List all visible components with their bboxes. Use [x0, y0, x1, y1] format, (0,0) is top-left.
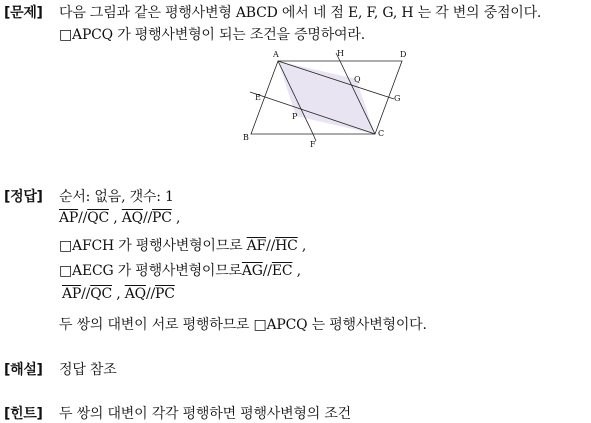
segment-pc: $\overline{PC}$: [155, 286, 175, 302]
segment-qc: $\overline{QC}$: [90, 286, 112, 302]
label-h: H: [337, 49, 344, 58]
parallel-symbol: //: [145, 286, 155, 302]
segment-ap: $\overline{AP}$: [59, 210, 79, 226]
statement-text: □AECG 가 평행사변형이므로: [59, 263, 242, 279]
problem-question: □APCQ 가 평행사변형이 되는 조건을 증명하여라.: [59, 27, 365, 43]
segment-pc: $\overline{PC}$: [152, 210, 172, 226]
hint-tag: [힌트]: [4, 406, 43, 422]
segment-ec: $\overline{EC}$: [271, 263, 293, 279]
label-g: G: [394, 94, 401, 103]
segment-ag: $\overline{AG}$: [241, 263, 263, 279]
label-f: F: [310, 140, 316, 149]
separator: ,: [292, 263, 301, 279]
answer-line-4: [59, 260, 301, 280]
explanation-tag: [해설]: [4, 362, 43, 378]
parallel-symbol: //: [81, 286, 91, 302]
segment-aq: $\overline{AQ}$: [121, 210, 143, 226]
answer-line-2: [59, 210, 180, 226]
label-b: B: [243, 133, 249, 142]
segment-qc: $\overline{QC}$: [87, 210, 109, 226]
answer-line-5: [62, 286, 175, 302]
separator: ,: [297, 238, 307, 254]
label-d: D: [400, 50, 407, 59]
label-e: E: [255, 93, 261, 102]
label-q: Q: [354, 75, 361, 84]
parallel-symbol: //: [262, 263, 272, 279]
segment-hc: $\overline{HC}$: [275, 238, 298, 254]
problem-statement: 다음 그림과 같은 평행사변형 ABCD 에서 네 점 E, F, G, H 는 각 변의 중점이다.: [59, 5, 542, 21]
separator: ,: [108, 210, 122, 226]
label-p: P: [292, 112, 298, 121]
segment-ap: $\overline{AP}$: [62, 286, 82, 302]
answer-tag: [정답]: [4, 189, 43, 205]
problem-tag: [문제]: [4, 5, 43, 21]
label-c: C: [378, 129, 385, 138]
explanation-text: 정답 참조: [59, 362, 117, 378]
hint-text: 두 쌍의 대변이 각각 평행하면 평행사변형의 조건: [59, 406, 351, 422]
answer-conclusion: 두 쌍의 대변이 서로 평행하므로 □APCQ 는 평행사변형이다.: [59, 317, 427, 333]
apcq-shaded-region: [278, 61, 375, 134]
segment-af: $\overline{AF}$: [246, 238, 267, 254]
segment-aq: $\overline{AQ}$: [124, 286, 146, 302]
parallel-symbol: //: [78, 210, 88, 226]
separator: ,: [111, 286, 125, 302]
separator: ,: [171, 210, 181, 226]
statement-text: □AFCH 가 평행사변형이므로: [59, 238, 247, 254]
answer-line-1: 순서: 없음, 갯수: 1: [59, 189, 174, 205]
answer-line-3: [59, 235, 306, 255]
parallel-symbol: //: [266, 238, 276, 254]
parallel-symbol: //: [142, 210, 152, 226]
parallelogram-figure: [0, 0, 591, 160]
label-a: A: [273, 50, 279, 59]
